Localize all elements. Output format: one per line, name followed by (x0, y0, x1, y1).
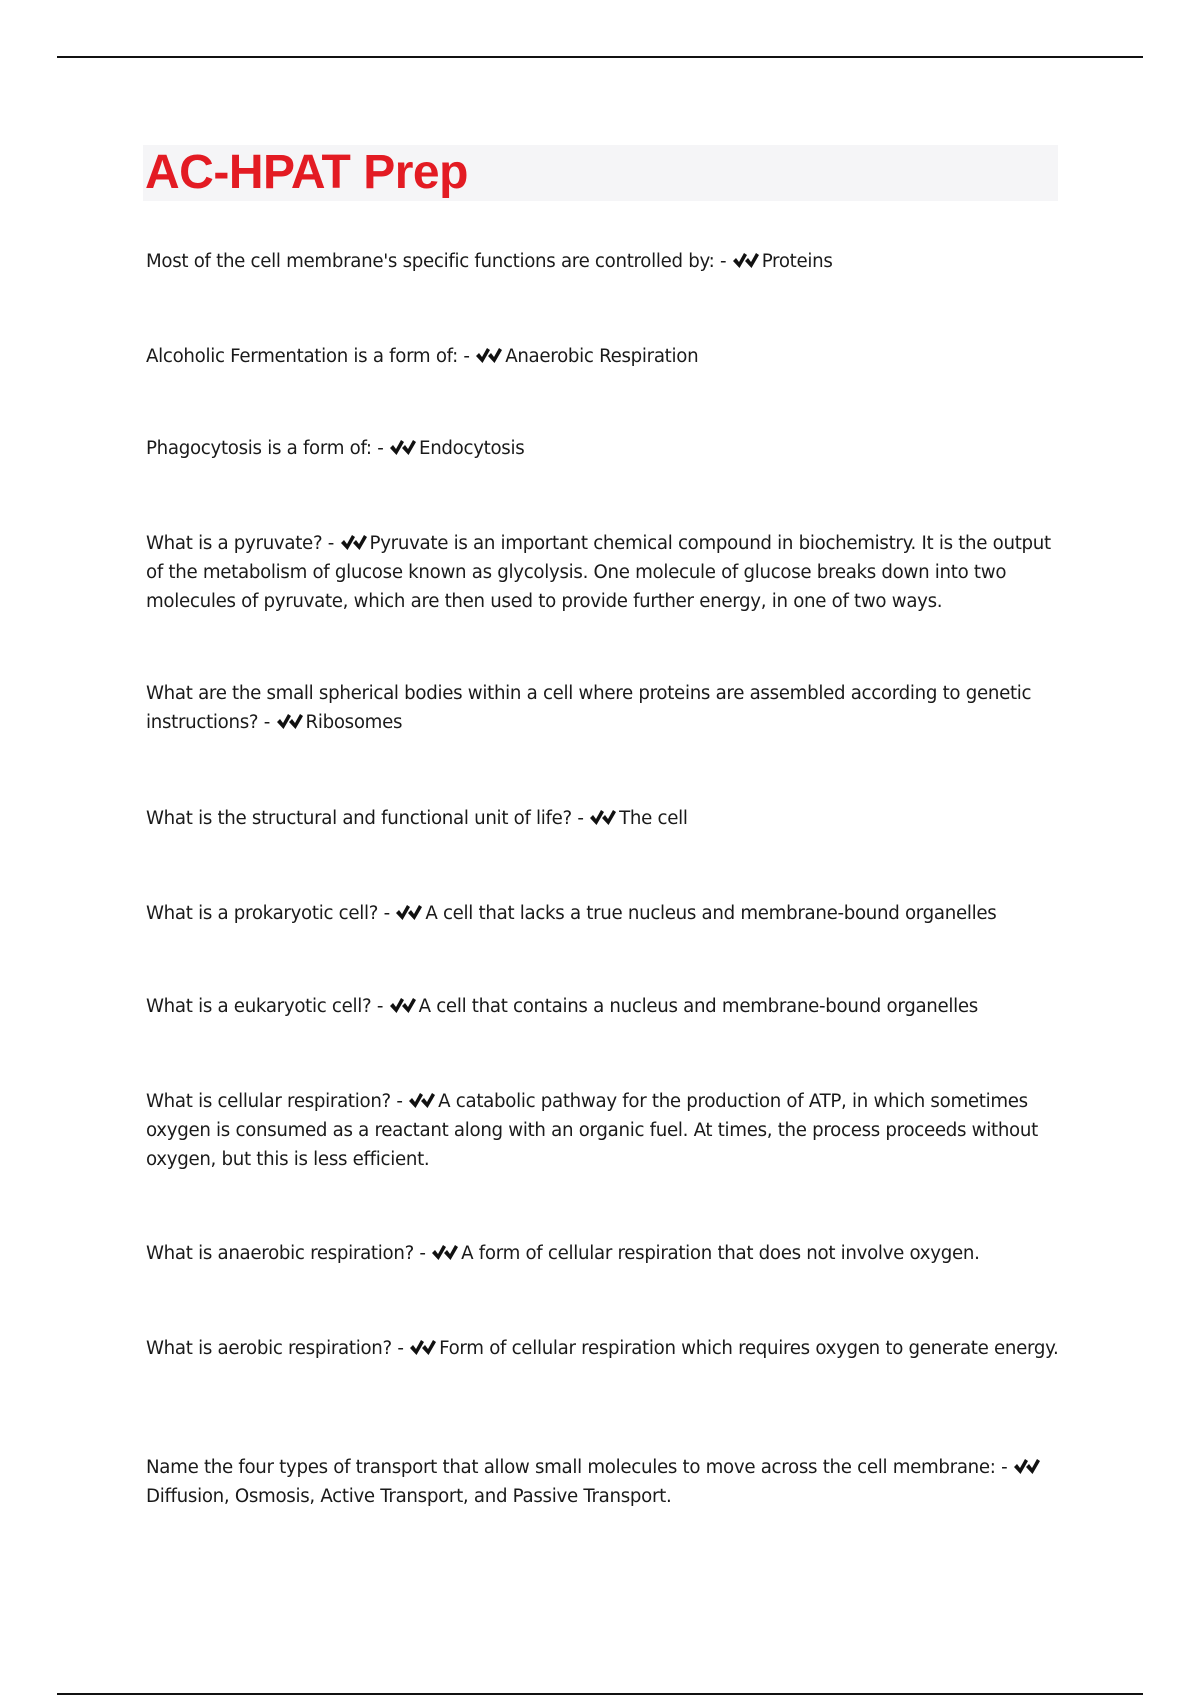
double-check-icon (276, 712, 303, 731)
qa-item-7 (146, 899, 1066, 928)
separator: - (571, 808, 590, 829)
page-title: AC-HPAT Prep (145, 146, 468, 199)
double-check-icon (589, 808, 616, 827)
separator: - (391, 1338, 410, 1359)
separator: - (995, 1457, 1013, 1478)
double-check-icon (389, 996, 416, 1015)
qa-item-10 (146, 1239, 1066, 1268)
separator: - (322, 533, 340, 554)
question-text: What is cellular respiration? (146, 1091, 391, 1112)
qa-item-2 (146, 342, 1066, 371)
separator: - (371, 996, 389, 1017)
question-text: Phagocytosis is a form of: (146, 438, 372, 459)
answer-text: Anaerobic Respiration (505, 346, 699, 367)
separator: - (258, 712, 276, 733)
top-rule (57, 56, 1143, 58)
separator: - (714, 251, 732, 272)
qa-item-6 (146, 804, 1066, 833)
double-check-icon (1013, 1457, 1040, 1476)
answer-text: A catabolic pathway for the production of ATP, in which sometimes oxygen is consumed as a reactant along with an organic fuel. At times, the process proceeds without oxygen, but this is less efficient. (146, 1091, 1038, 1170)
qa-item-1 (146, 247, 1066, 276)
double-check-icon (475, 346, 502, 365)
question-text: What is aerobic respiration? (146, 1338, 392, 1359)
answer-text: Endocytosis (419, 438, 525, 459)
question-text: What is anaerobic respiration? (146, 1243, 414, 1264)
answer-text: A cell that lacks a true nucleus and membrane-bound organelles (425, 903, 997, 924)
separator: - (371, 438, 389, 459)
question-text: Most of the cell membrane's specific functions are controlled by: (146, 251, 715, 272)
question-text: What is a prokaryotic cell? (146, 903, 379, 924)
qa-item-3 (146, 434, 1066, 463)
qa-item-8 (146, 992, 1066, 1021)
qa-item-4 (146, 529, 1066, 616)
answer-text: The cell (619, 808, 688, 829)
question-text: What is a eukaryotic cell? (146, 996, 372, 1017)
answer-text: Ribosomes (305, 712, 403, 733)
separator: - (413, 1243, 432, 1264)
question-text: Alcoholic Fermentation is a form of: (146, 346, 458, 367)
answer-text: A form of cellular respiration that does not involve oxygen. (461, 1243, 980, 1264)
answer-text: A cell that contains a nucleus and membrane-bound organelles (418, 996, 978, 1017)
qa-item-12 (146, 1453, 1066, 1511)
answer-text: Proteins (761, 251, 833, 272)
double-check-icon (409, 1338, 436, 1357)
answer-text: Pyruvate is an important chemical compound in biochemistry. It is the output of the metabolism of glucose known as glycolysis. One molecule of glucose breaks down into two molecules of pyruvate, which are then used to provide further energy, in one of two ways. (146, 533, 1051, 612)
double-check-icon (431, 1243, 458, 1262)
question-text: Name the four types of transport that allow small molecules to move across the cell membrane: (146, 1457, 996, 1478)
double-check-icon (408, 1091, 435, 1110)
question-text: What is the structural and functional unit of life? (146, 808, 572, 829)
question-text: What is a pyruvate? (146, 533, 323, 554)
answer-text: Diffusion, Osmosis, Active Transport, and Passive Transport. (146, 1486, 672, 1507)
double-check-icon (395, 903, 422, 922)
answer-text: Form of cellular respiration which requires oxygen to generate energy. (439, 1338, 1059, 1359)
separator: - (390, 1091, 409, 1112)
double-check-icon (732, 251, 759, 270)
double-check-icon (340, 533, 367, 552)
qa-item-5 (146, 679, 1066, 737)
separator: - (378, 903, 396, 924)
bottom-rule (57, 1693, 1143, 1695)
separator: - (457, 346, 476, 367)
double-check-icon (389, 438, 416, 457)
qa-item-11 (146, 1334, 1066, 1363)
question-text: What are the small spherical bodies within a cell where proteins are assembled according to genetic instructions? (146, 683, 1032, 733)
qa-item-9 (146, 1087, 1066, 1174)
